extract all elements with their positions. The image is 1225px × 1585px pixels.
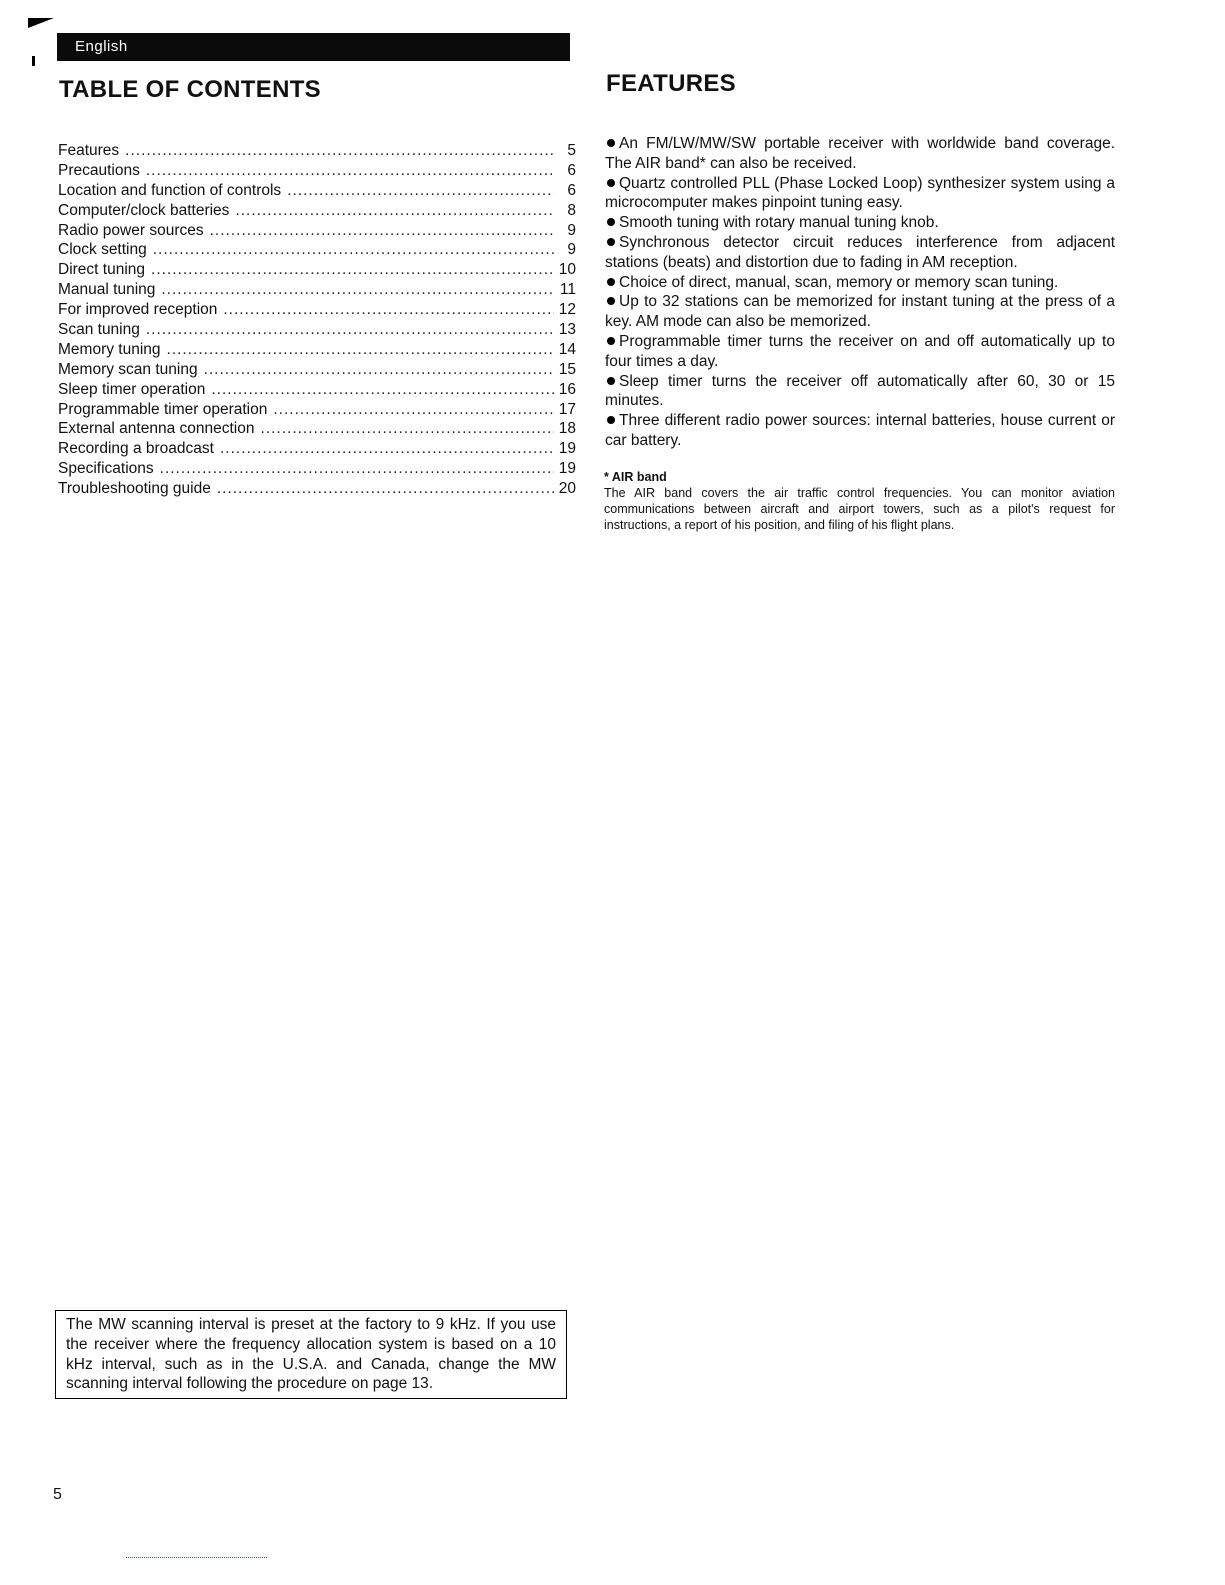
toc-entry-page: 12	[558, 301, 576, 319]
features-list	[605, 134, 1115, 451]
toc-dot-leader	[211, 380, 554, 400]
toc-entry-page: 10	[558, 261, 576, 279]
toc-entry-page: 5	[567, 142, 576, 159]
toc-entry	[58, 419, 576, 439]
air-band-note	[604, 469, 1115, 533]
toc-entry	[58, 201, 576, 221]
feature-text: Synchronous detector circuit reduces interference from adjacent stations (beats) and distortion due to fading in AM reception.	[605, 233, 1115, 271]
toc-entry-label: Programmable timer operation	[58, 400, 268, 418]
feature-text: Smooth tuning with rotary manual tuning knob.	[619, 214, 939, 232]
note-heading: * AIR band	[604, 470, 667, 484]
feature-item	[605, 174, 1115, 214]
toc-entry-page: 14	[558, 340, 576, 358]
toc-entry-label: Scan tuning	[58, 321, 140, 339]
toc-dot-leader	[223, 300, 554, 320]
feature-text: Choice of direct, manual, scan, memory or memory scan tuning.	[619, 273, 1059, 291]
toc-dot-leader	[167, 340, 554, 360]
corner-registration-mark	[28, 18, 54, 28]
toc-entry-label: Memory scan tuning	[58, 360, 198, 378]
toc-dot-leader	[204, 360, 554, 380]
toc-entry-label: For improved reception	[58, 301, 218, 319]
bottom-dotted-line	[126, 1557, 267, 1558]
toc-entry	[58, 320, 576, 340]
toc-entry-page: 13	[558, 321, 576, 339]
toc-entry-label: Radio power sources	[58, 221, 204, 239]
toc-entry-label: Precautions	[58, 161, 140, 179]
toc-dot-leader	[160, 459, 554, 479]
bullet-icon	[607, 337, 615, 345]
toc-entry-label: Features	[58, 142, 120, 159]
toc-entry-label: Troubleshooting guide	[58, 480, 211, 498]
feature-text: Up to 32 stations can be memorized for instant tuning at the press of a key. AM mode can also be memorized.	[605, 293, 1115, 331]
toc-entry-page: 6	[567, 161, 576, 179]
toc-entry-page: 9	[567, 221, 576, 239]
toc-entry	[58, 459, 576, 479]
toc-dot-leader	[161, 280, 554, 300]
feature-item	[605, 134, 1115, 174]
toc-dot-leader	[273, 400, 554, 420]
toc-dot-leader	[210, 221, 554, 241]
toc-entry-page: 8	[567, 201, 576, 219]
feature-item	[605, 292, 1115, 332]
feature-item	[605, 411, 1115, 451]
feature-item	[605, 233, 1115, 273]
toc-entry-label: Direct tuning	[58, 261, 146, 279]
toc-entry-page: 11	[559, 281, 576, 299]
toc-entry-page: 9	[567, 241, 576, 259]
toc-dot-leader	[146, 320, 554, 340]
toc-dot-leader	[151, 260, 554, 280]
toc-entry-page: 17	[558, 400, 576, 418]
bullet-icon	[607, 278, 615, 286]
bullet-icon	[607, 179, 615, 187]
toc-entry-page: 15	[558, 360, 576, 378]
bullet-icon	[607, 377, 615, 385]
feature-text: Sleep timer turns the receiver off automatically after 60, 30 or 15 minutes.	[605, 372, 1115, 410]
toc-dot-leader	[217, 479, 554, 499]
feature-text: Quartz controlled PLL (Phase Locked Loop) synthesizer system using a microcomputer makes pinpoint tuning easy.	[605, 174, 1115, 212]
toc-entry	[58, 141, 576, 161]
bullet-icon	[607, 238, 615, 246]
toc-entry	[58, 161, 576, 181]
toc-entry-label: Memory tuning	[58, 340, 161, 358]
toc-entry	[58, 360, 576, 380]
mw-interval-notice: The MW scanning interval is preset at the factory to 9 kHz. If you use the receiver where the frequency allocation system is based on a 10 kHz interval, such as in the U.S.A. and Canada, change the MW scanning interval following the procedure on page 13.	[55, 1310, 567, 1399]
feature-item	[605, 332, 1115, 372]
feature-text: An FM/LW/MW/SW portable receiver with worldwide band coverage. The AIR band* can also be received.	[605, 135, 1115, 172]
toc-title: TABLE OF CONTENTS	[59, 76, 321, 103]
bullet-icon	[607, 297, 615, 305]
toc-dot-leader	[287, 181, 554, 201]
toc-entry-page: 18	[558, 420, 576, 438]
toc-dot-leader	[125, 141, 554, 161]
toc-entry	[58, 439, 576, 459]
toc-entry	[58, 240, 576, 260]
toc-entry	[58, 181, 576, 201]
toc-entry-label: Clock setting	[58, 241, 147, 259]
toc-entry-page: 6	[567, 181, 576, 199]
toc-entry-label: Sleep timer operation	[58, 380, 206, 398]
bullet-icon	[607, 416, 615, 424]
feature-text: Programmable timer turns the receiver on and off automatically up to four times a day.	[605, 332, 1115, 370]
language-header-bar: English	[57, 33, 570, 61]
note-body: The AIR band covers the air traffic control frequencies. You can monitor aviation communications between aircraft and airport towers, such as a pilot's request for instructions, a report of his position, and filing of his flight plans.	[604, 486, 1115, 532]
toc-entry	[58, 280, 576, 300]
toc-entry-page: 19	[558, 460, 576, 478]
toc-entry	[58, 380, 576, 400]
toc-entry	[58, 400, 576, 420]
toc-entry-page: 16	[558, 380, 576, 398]
feature-item	[605, 372, 1115, 412]
toc-list	[58, 141, 576, 499]
feature-text: Three different radio power sources: internal batteries, house current or car battery.	[605, 412, 1115, 449]
toc-entry-label: Specifications	[58, 460, 154, 478]
feature-item	[605, 213, 1115, 233]
toc-entry	[58, 221, 576, 241]
toc-entry-label: Computer/clock batteries	[58, 201, 230, 219]
toc-entry-page: 19	[558, 440, 576, 458]
margin-tick-mark	[32, 56, 35, 66]
toc-entry	[58, 300, 576, 320]
toc-entry-label: External antenna connection	[58, 420, 255, 438]
toc-dot-leader	[235, 201, 554, 221]
bullet-icon	[607, 218, 615, 226]
page-number: 5	[53, 1486, 62, 1503]
bullet-icon	[607, 139, 615, 147]
toc-entry-label: Location and function of controls	[58, 181, 282, 199]
toc-entry	[58, 260, 576, 280]
toc-entry	[58, 479, 576, 499]
toc-dot-leader	[146, 161, 554, 181]
toc-dot-leader	[260, 419, 554, 439]
toc-entry-label: Manual tuning	[58, 281, 156, 299]
features-title: FEATURES	[606, 70, 736, 97]
feature-item	[605, 273, 1115, 293]
toc-entry-page: 20	[558, 480, 576, 498]
toc-dot-leader	[220, 439, 554, 459]
toc-entry-label: Recording a broadcast	[58, 440, 214, 458]
toc-dot-leader	[153, 240, 554, 260]
toc-entry	[58, 340, 576, 360]
